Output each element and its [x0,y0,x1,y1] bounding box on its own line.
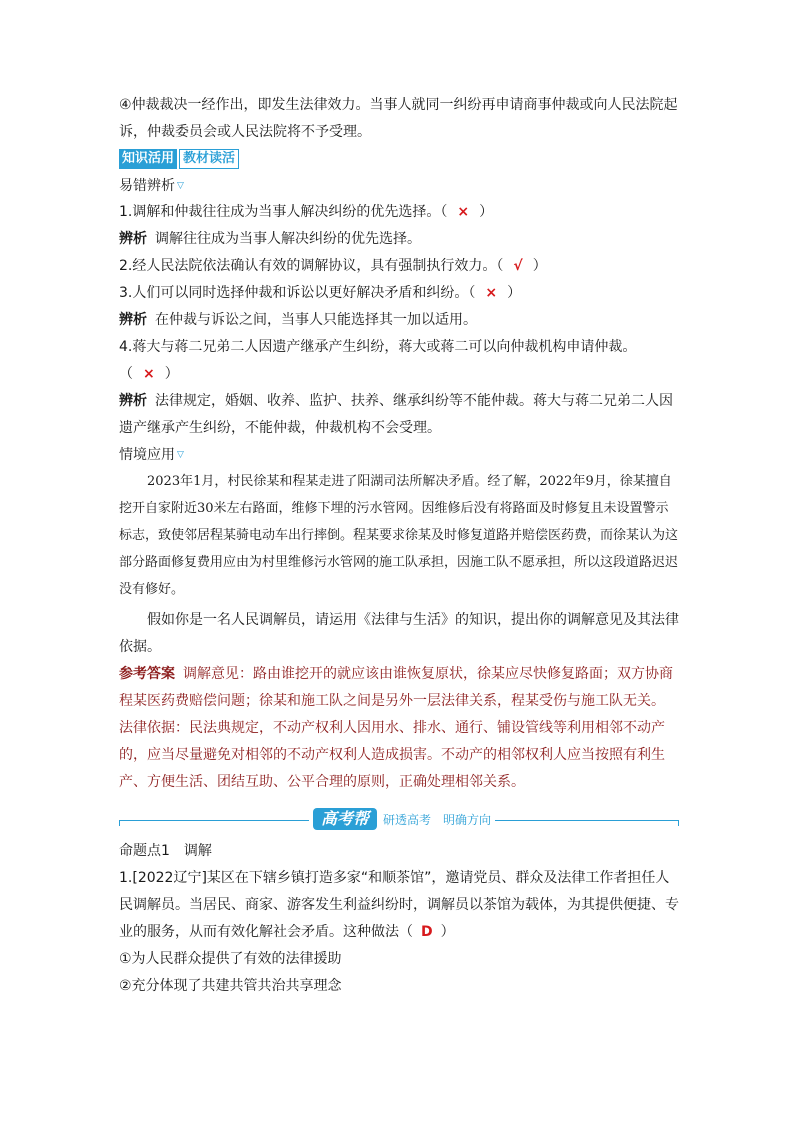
wrong-mark-icon: × [457,204,470,220]
mistake-item-2: 2.经人民法院依法确认有效的调解协议，具有强制执行效力。（ √ ） [119,258,547,274]
intro-paragraph: ④仲裁裁决一经作出，即发生法律效力。当事人就同一纠纷再申请商事仲裁或向人民法院起诉，仲裁委员会或人民法院将不予受理。 [119,97,678,140]
exam-option: ②充分体现了共建共管共治共享理念 [119,978,342,994]
reference-answer: 参考答案 调解意见：路由谁挖开的就应该由谁恢复原状，徐某应尽快修复路面；双方协商程某医药费赔偿问题；徐某和施工队之间是另外一层法律关系，程某受伤与施工队无关。 [119,666,673,709]
tag-textbook-read: 教材读活 [179,149,239,169]
gaokao-slogan: 研透高考 明确方向 [383,812,492,827]
chevron-down-icon: ▽ [177,450,184,460]
check-mark-icon: √ [513,258,523,274]
tag-knowledge-apply: 知识活用 [119,149,177,169]
wrong-mark-icon: × [143,366,155,382]
legal-basis: 法律依据：民法典规定，不动产权利人因用水、排水、通行、铺设管线等利用相邻不动产的，应当尽量避免对相邻的不动产权利人造成损害。不动产的相邻权利人应当按照有利生产、方便生活、团结互助、公平合理的原则，正确处理相邻关系。 [119,720,665,790]
exam-question-1: 1.[2022辽宁]某区在下辖乡镇打造多家“和顺茶馆”，邀请党员、群众及法律工作者担任人民调解员。当居民、商家、游客发生利益纠纷时，调解员以茶馆为载体，为其提供便捷、专业的服务，从而有效化解社会矛盾。这种做法（ D ） [119,870,679,940]
gaokao-banner [119,806,679,834]
answer-letter: D [421,924,433,940]
scenario-story: 2023年1月，村民徐某和程某走进了阳湖司法所解决矛盾。经了解，2022年9月，徐某擅自挖开自家附近30米左右路面，维修下埋的污水管网。因维修后没有将路面及时修复且未设置警示标志，致使邻居程某骑电动车出行摔倒。程某要求徐某及时修复道路并赔偿医药费，而徐某认为这部分路面修复费用应由为村里维修污水管网的施工队承担，因施工队不愿承担，所以这段道路迟迟没有修好。 [119,474,679,597]
mistake-section-title: 易错辨析 ▽ [119,173,679,199]
mistake-item-4: 4.蒋大与蒋二兄弟二人因遗产继承产生纠纷，蒋大或蒋二可以向仲裁机构申请仲裁。 （ × ） [119,339,637,382]
exam-point-title: 命题点1 调解 [119,843,212,859]
document-page [119,92,679,1000]
scenario-question: 假如你是一名人民调解员，请运用《法律与生活》的知识，提出你的调解意见及其法律依据。 [119,612,679,655]
mistake-item-3: 3.人们可以同时选择仲裁和诉讼以更好解决矛盾和纠纷。（ × ） [119,285,522,301]
gaokao-logo: 高考帮 [313,808,377,830]
mistake-explain-3: 辨析 在仲裁与诉讼之间，当事人只能选择其一加以适用。 [119,312,477,328]
section-tags [119,149,679,169]
mistake-explain-1: 辨析 调解往往成为当事人解决纠纷的优先选择。 [119,231,421,247]
scenario-section-title: 情境应用 ▽ [119,442,679,468]
exam-option: ①为人民群众提供了有效的法律援助 [119,951,342,967]
chevron-down-icon: ▽ [177,181,184,191]
wrong-mark-icon: × [485,285,498,301]
mistake-item-1: 1.调解和仲裁往往成为当事人解决纠纷的优先选择。（ × ） [119,204,494,220]
mistake-explain-4: 辨析 法律规定，婚姻、收养、监护、扶养、继承纠纷等不能仲裁。蒋大与蒋二兄弟二人因遗产继承产生纠纷，不能仲裁，仲裁机构不会受理。 [119,393,673,436]
